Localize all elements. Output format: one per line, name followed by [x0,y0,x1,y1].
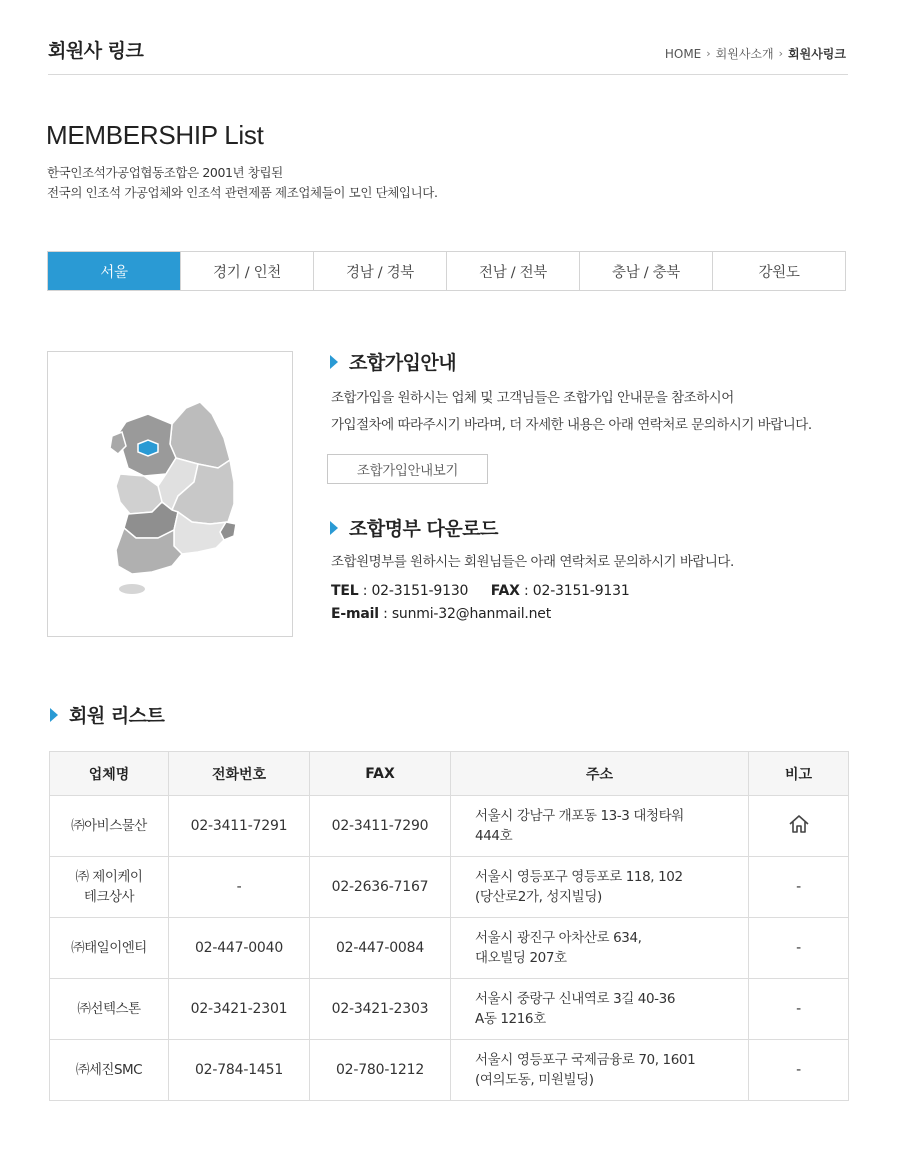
col-address: 주소 [451,752,749,796]
address-cell [451,979,749,1040]
note-cell: - [749,1040,849,1101]
table-row [50,857,849,918]
download-heading-text: 조합명부 다운로드 [349,518,498,540]
company-name [50,1040,169,1101]
triangle-right-icon [330,355,338,369]
phone-cell: 02-447-0040 [169,918,310,979]
table-row [50,1040,849,1101]
address-line: 서울시 영등포구 국제금융로 70, 1601 [475,1052,696,1068]
info-panel [327,348,847,626]
download-heading [327,514,847,541]
company-name-line: ㈜선텍스톤 [77,1001,141,1017]
join-guide-button[interactable]: 조합가입안내보기 [327,454,488,484]
korea-map-graphic [48,352,294,638]
address-cell [451,1040,749,1101]
join-heading-text: 조합가입안내 [349,352,457,374]
triangle-right-icon [50,708,58,722]
fax-value: : 02-3151-9131 [519,583,630,599]
fax-cell: 02-447-0084 [310,918,451,979]
company-name-line: ㈜태일이엔티 [71,940,147,956]
address-cell [451,918,749,979]
address-line: 444호 [475,828,513,844]
company-name [50,918,169,979]
company-name-line: 테크상사 [83,889,135,905]
address-line: A동 1216호 [475,1011,546,1027]
tab-seoul[interactable]: 서울 [48,252,180,290]
breadcrumb [665,45,846,62]
region-tabs [47,251,846,291]
address-cell [451,796,749,857]
fax-cell: 02-780-1212 [310,1040,451,1101]
page-header [48,0,848,75]
phone-cell: - [169,857,310,918]
tab-gangwon[interactable]: 강원도 [712,252,845,290]
breadcrumb-about[interactable]: 회원사소개 [715,47,774,61]
tab-gyeongnam-gyeongbuk[interactable]: 경남 / 경북 [313,252,446,290]
address-line: (당산로2가, 성지빌딩) [475,889,602,905]
col-company: 업체명 [50,752,169,796]
company-name [50,979,169,1040]
company-name-line: ㈜ 제이케이 [75,869,143,885]
member-list-heading-text: 회원 리스트 [69,705,165,727]
chevron-right-icon: › [778,47,784,60]
contact-info [331,580,847,626]
member-table [49,751,849,1101]
intro-line-1: 한국인조석가공업협동조합은 2001년 창립된 [47,165,283,180]
fax-cell: 02-2636-7167 [310,857,451,918]
join-description [331,385,847,439]
address-line: 서울시 영등포구 영등포로 118, 102 [475,869,683,885]
table-row [50,796,849,857]
join-line-2: 가입절차에 따라주시기 바라며, 더 자세한 내용은 아래 연락처로 문의하시기 바랍니다. [331,417,812,433]
map-region-seoul[interactable] [138,440,158,456]
chevron-right-icon: › [706,47,711,60]
address-line: 서울시 강남구 개포동 13-3 대청타워 [475,808,684,824]
phone-cell: 02-3421-2301 [169,979,310,1040]
col-fax: FAX [310,752,451,796]
address-line: 서울시 중랑구 신내역로 3길 40-36 [475,991,676,1007]
company-name [50,796,169,857]
phone-cell: 02-3411-7291 [169,796,310,857]
home-icon[interactable] [788,814,810,838]
contact-phone-line [331,580,847,603]
note-cell: - [749,918,849,979]
triangle-right-icon [330,521,338,535]
address-line: (여의도동, 미원빌딩) [475,1072,594,1088]
note-cell: - [749,979,849,1040]
tab-jeonnam-jeonbuk[interactable]: 전남 / 전북 [446,252,579,290]
map-region-jeju[interactable] [119,584,145,594]
address-cell [451,857,749,918]
intro-text [47,163,438,203]
intro-line-2: 전국의 인조석 가공업체와 인조석 관련제품 제조업체들이 모인 단체입니다. [47,185,438,200]
join-heading [327,348,847,375]
col-phone: 전화번호 [169,752,310,796]
download-description: 조합원명부를 원하시는 회원님들은 아래 연락처로 문의하시기 바랍니다. [331,554,734,570]
breadcrumb-home[interactable]: HOME [664,46,702,61]
table-row [50,918,849,979]
fax-cell: 02-3411-7290 [310,796,451,857]
membership-title: MEMBERSHIP List [46,120,264,150]
table-header-row [50,752,849,796]
fax-cell: 02-3421-2303 [310,979,451,1040]
company-name-line: ㈜세진SMC [75,1062,143,1078]
phone-cell: 02-784-1451 [169,1040,310,1101]
fax-label: FAX [490,583,520,599]
page-title: 회원사 링크 [48,40,144,62]
korea-map [47,351,293,637]
company-name [50,857,169,918]
tab-chungnam-chungbuk[interactable]: 충남 / 충북 [579,252,712,290]
breadcrumb-current: 회원사링크 [788,47,846,61]
tab-gyeonggi-incheon[interactable]: 경기 / 인천 [180,252,313,290]
address-line: 대오빌딩 207호 [475,950,567,966]
tel-value: : 02-3151-9130 [358,583,469,599]
contact-email-line [331,603,847,626]
company-name-line: ㈜아비스물산 [71,818,147,834]
note-cell [749,796,849,857]
email-label: E-mail [331,606,379,622]
note-cell: - [749,857,849,918]
tel-label: TEL [331,583,359,599]
member-list-heading [47,701,164,728]
join-button-wrap [327,454,847,484]
table-row [50,979,849,1040]
address-line: 서울시 광진구 아차산로 634, [475,930,642,946]
email-value[interactable]: : sunmi-32@hanmail.net [378,606,552,622]
join-line-1: 조합가입을 원하시는 업체 및 고객님들은 조합가입 안내문을 참조하시어 [331,390,734,406]
col-note: 비고 [749,752,849,796]
